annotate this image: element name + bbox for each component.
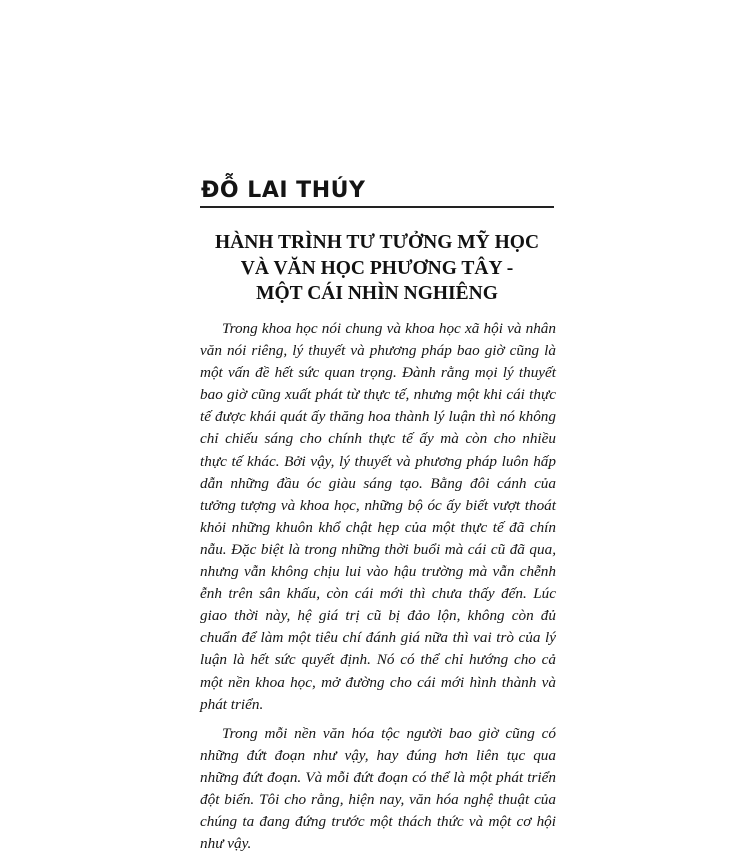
chapter-title (200, 230, 554, 307)
paragraph: Trong khoa học nói chung và khoa học xã hội và nhân văn nói riêng, lý thuyết và phương pháp bao giờ cũng là một vấn đề hết sức quan trọng. Đành rằng mọi lý thuyết bao giờ cũng xuất phát từ thực tế, nhưng một khi cái thực tế được khái quát ấy thăng hoa thành lý luận thì nó không chỉ chiếu sáng cho chính thực tế ấy mà còn cho nhiều thực tế khác. Bởi vậy, lý thuyết và phương pháp luôn hấp dẫn những đầu óc giàu sáng tạo. Bằng đôi cánh của tưởng tượng và khoa học, những bộ óc ấy biết vượt thoát khỏi những khuôn khổ chật hẹp của một thực tế đã chín nẫu. Đặc biệt là trong những thời buổi mà cái cũ đã qua, nhưng vẫn không chịu lui vào hậu trường mà vẫn chễnh ễnh trên sân khấu, còn cái mới thì chưa thấy đến. Lúc giao thời này, hệ giá trị cũ bị đảo lộn, không còn đủ chuẩn để làm một tiêu chí đánh giá nữa thì vai trò của lý luận là hết sức quyết định. Nó có thể chỉ hướng cho cả một nền khoa học, mở đường cho cái mới hình thành và phát triển. (200, 320, 556, 713)
author-underline (200, 206, 554, 208)
paragraph: Trong mỗi nền văn hóa tộc người bao giờ cũng có những đứt đoạn như vậy, hay đúng hơn liên tục qua những đứt đoạn. Và mỗi đứt đoạn có thể là một phát triển đột biến. Tôi cho rằng, hiện nay, văn hóa nghệ thuật của chúng ta đang đứng trước một thách thức và một cơ hội như vậy. (200, 724, 556, 853)
chapter-title-line: HÀNH TRÌNH TƯ TƯỞNG MỸ HỌC (214, 232, 540, 253)
body-text (200, 318, 556, 855)
chapter-title-line: MỘT CÁI NHÌN NGHIÊNG (256, 283, 498, 304)
chapter-title-line: VÀ VĂN HỌC PHƯƠNG TÂY - (240, 257, 514, 279)
author-name: ĐỖ LAI THÚY (201, 178, 366, 203)
